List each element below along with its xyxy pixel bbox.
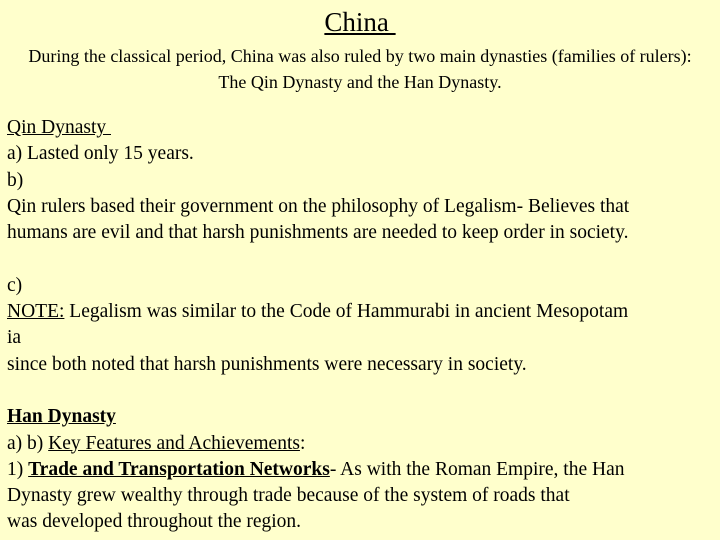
slide-title: China [324,7,396,37]
qin-point-a: a) Lasted only 15 years. [7,143,194,165]
note-line-2: ia [7,327,22,349]
han-ab-prefix: a) b) [7,432,49,454]
qin-point-b: b) [7,169,24,191]
note-label: NOTE: [7,301,65,323]
han-item-1-line-3: was developed throughout the region. [7,511,302,533]
item-1-number: 1) [7,458,29,480]
spacer [7,378,713,404]
qin-point-c: c) [7,274,23,296]
qin-dynasty-heading: Qin Dynasty [7,117,111,138]
item-1-term: Trade and Transportation Networks [28,458,330,480]
slide-body [7,115,713,536]
han-item-1-line-2: Dynasty grew wealthy through trade because of the system of roads that [7,485,570,507]
key-features-colon: : [299,432,306,454]
legalism-line-2: humans are evil and that harsh punishments are needed to keep order in society. [7,222,629,244]
han-dynasty-heading: Han Dynasty [7,406,116,428]
han-key-features-line [7,431,713,457]
note-line-3: since both noted that harsh punishments were necessary in society. [7,353,527,375]
legalism-line-1: Qin rulers based their government on the philosophy of Legalism- Believes that [7,195,630,217]
item-1-text: - As with the Roman Empire, the Han [329,458,625,480]
note-text: Legalism was similar to the Code of Hammurabi in ancient Mesopotam [64,301,629,323]
han-item-1-line-1 [7,457,713,483]
key-features-label: Key Features and Achievements [48,432,300,454]
intro-paragraph: During the classical period, China was also ruled by two main dynasties (families of rulers): The Qin Dynasty and the Han Dynasty. [28,46,692,92]
note-line-1 [7,299,713,325]
spacer [7,246,713,272]
